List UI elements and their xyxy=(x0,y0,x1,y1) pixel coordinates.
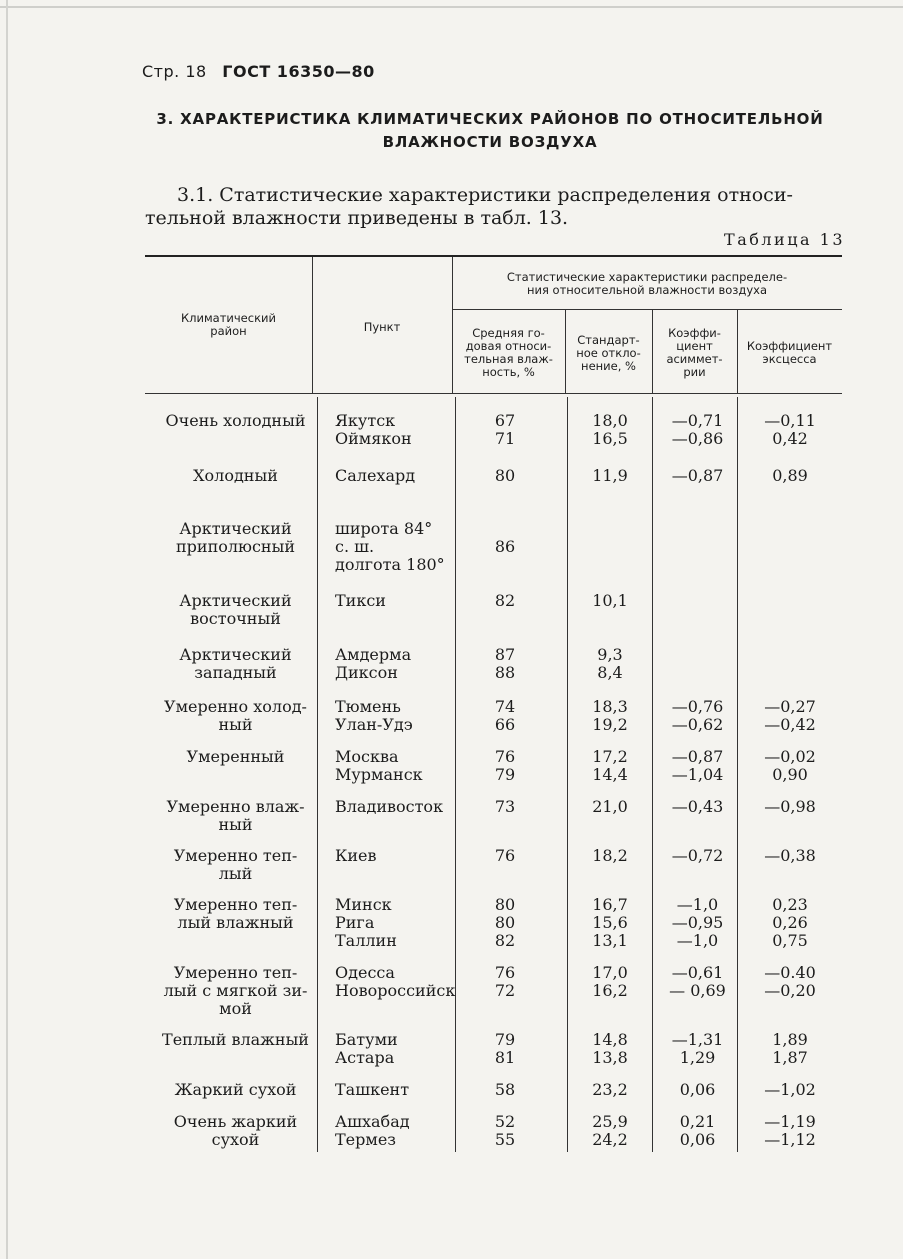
header-line: эксцесса xyxy=(762,352,817,366)
std-cell xyxy=(565,896,655,950)
header-mean xyxy=(452,327,565,379)
std-cell-line: 16,2 xyxy=(592,981,628,1000)
asym-cell-line: —0,76 xyxy=(671,697,724,716)
header-line: Пункт xyxy=(363,320,401,334)
excess-cell xyxy=(740,964,840,1000)
std-cell xyxy=(565,467,655,485)
region-cell-line: ный xyxy=(218,815,253,834)
asym-cell-line: —1,04 xyxy=(671,765,724,784)
section-title-line: ВЛАЖНОСТИ ВОЗДУХА xyxy=(382,133,598,151)
region-cell xyxy=(153,467,318,485)
mean-cell xyxy=(455,467,555,485)
point-cell-line: широта 84° xyxy=(335,519,433,538)
std-cell-line: 19,2 xyxy=(592,715,628,734)
header-line: Коэффи- xyxy=(668,326,721,340)
header-line: нение, % xyxy=(581,359,636,373)
point-cell-line: Батуми xyxy=(335,1030,398,1049)
asym-cell-line: —0,62 xyxy=(671,715,724,734)
header-std xyxy=(565,334,652,373)
asym-cell-line: 1,29 xyxy=(679,1048,716,1067)
region-cell xyxy=(153,698,318,734)
asym-cell-line: —1,0 xyxy=(676,931,719,950)
std-cell-line: 21,0 xyxy=(592,797,628,816)
asym-cell-line: —1,31 xyxy=(671,1030,724,1049)
table-top-rule xyxy=(145,255,842,257)
section-title xyxy=(140,108,840,154)
page-edge xyxy=(0,6,903,8)
excess-cell-line: —0,42 xyxy=(764,715,816,734)
asym-cell xyxy=(655,896,740,950)
point-cell-line: Салехард xyxy=(335,466,416,485)
point-cell xyxy=(335,698,470,734)
point-cell-line: Ташкент xyxy=(335,1080,410,1099)
excess-cell-line: —1,12 xyxy=(764,1130,816,1149)
asym-cell-line: —0,87 xyxy=(671,466,724,485)
std-cell-line: 18,3 xyxy=(592,697,628,716)
mean-cell-line: 74 xyxy=(494,697,516,716)
std-cell xyxy=(565,698,655,734)
std-cell-line: 13,8 xyxy=(592,1048,628,1067)
excess-cell-line: —0.40 xyxy=(764,963,816,982)
std-cell-line: 10,1 xyxy=(592,591,628,610)
point-cell-line: Улан-Удэ xyxy=(335,715,413,734)
mean-cell xyxy=(455,1081,555,1099)
point-cell-line: Оймякон xyxy=(335,429,412,448)
region-cell-line: Холодный xyxy=(193,466,278,485)
std-cell-line: 14,8 xyxy=(592,1030,628,1049)
point-cell-line: Москва xyxy=(335,747,399,766)
region-cell-line: лый xyxy=(218,864,253,883)
excess-cell-line: —0,27 xyxy=(764,697,816,716)
std-cell-line: 15,6 xyxy=(592,913,628,932)
std-cell-line: 23,2 xyxy=(592,1080,628,1099)
region-cell-line: Очень жаркий xyxy=(173,1112,298,1131)
point-cell xyxy=(335,1031,470,1067)
std-cell-line: 17,2 xyxy=(592,747,628,766)
region-cell-line: Умеренно теп- xyxy=(173,846,298,865)
point-cell-line: Тюмень xyxy=(335,697,401,716)
point-cell xyxy=(335,964,470,1000)
asym-cell xyxy=(655,847,740,865)
mean-cell-line: 76 xyxy=(494,963,516,982)
mean-cell xyxy=(455,798,555,816)
page-edge xyxy=(6,0,8,1259)
region-cell-line: Арктический xyxy=(179,645,292,664)
mean-cell xyxy=(455,847,555,865)
intro-paragraph xyxy=(145,184,845,230)
region-cell xyxy=(153,1081,318,1099)
region-cell-line: Теплый влажный xyxy=(162,1030,309,1049)
asym-cell xyxy=(655,798,740,816)
point-cell-line: Киев xyxy=(335,846,377,865)
mean-cell-line: 88 xyxy=(494,663,516,682)
mean-cell-line: 82 xyxy=(494,591,516,610)
point-cell-line: Новороссийск xyxy=(335,981,456,1000)
mean-cell-line: 80 xyxy=(494,913,516,932)
point-cell xyxy=(335,748,470,784)
header-bottom-rule xyxy=(145,393,842,394)
asym-cell-line: —0,95 xyxy=(671,913,724,932)
region-cell-line: Очень холодный xyxy=(165,411,306,430)
header-line: ность, % xyxy=(482,365,535,379)
mean-cell-line: 72 xyxy=(494,981,516,1000)
mean-cell-line: 76 xyxy=(494,846,516,865)
point-cell xyxy=(335,412,470,448)
standard-number: ГОСТ 16350—80 xyxy=(222,62,375,81)
mean-cell-line: 79 xyxy=(494,765,516,784)
mean-cell xyxy=(455,964,555,1000)
mean-cell-line: 66 xyxy=(494,715,516,734)
mean-cell-line: 82 xyxy=(494,931,516,950)
region-cell xyxy=(153,964,318,1018)
excess-cell xyxy=(740,1031,840,1067)
excess-cell-line: 0,26 xyxy=(772,913,808,932)
region-cell xyxy=(153,412,318,430)
header-asym xyxy=(652,327,737,379)
region-cell-line: Умеренно теп- xyxy=(173,963,298,982)
point-cell-line: Термез xyxy=(335,1130,397,1149)
std-cell-line: 11,9 xyxy=(592,466,628,485)
std-cell-line: 18,2 xyxy=(592,846,628,865)
std-cell-line: 16,7 xyxy=(592,895,628,914)
region-cell-line: западный xyxy=(194,663,277,682)
mean-cell xyxy=(455,896,555,950)
mean-cell-line: 73 xyxy=(494,797,516,816)
std-cell-line: 18,0 xyxy=(592,411,628,430)
region-cell-line: Умеренно холод- xyxy=(164,697,307,716)
region-cell xyxy=(153,520,318,556)
std-cell xyxy=(565,1113,655,1149)
std-cell-line: 16,5 xyxy=(592,429,628,448)
mean-cell-line: 86 xyxy=(494,537,516,556)
asym-cell xyxy=(655,1031,740,1067)
region-cell-line: лый влажный xyxy=(177,913,294,932)
mean-cell-line: 76 xyxy=(494,747,516,766)
header-point xyxy=(312,321,452,334)
point-cell-line: Одесса xyxy=(335,963,395,982)
point-cell xyxy=(335,1113,470,1149)
region-cell-line: Арктический xyxy=(179,519,292,538)
point-cell-line: Мурманск xyxy=(335,765,423,784)
mean-cell-line: 79 xyxy=(494,1030,516,1049)
point-cell-line: Астара xyxy=(335,1048,395,1067)
asym-cell xyxy=(655,698,740,734)
page-number: Стр. 18 xyxy=(142,62,207,81)
asym-cell-line: —0,87 xyxy=(671,747,724,766)
excess-cell xyxy=(740,798,840,816)
region-cell xyxy=(153,896,318,932)
asym-cell-line: —0,72 xyxy=(671,846,724,865)
region-cell xyxy=(153,847,318,883)
asym-cell-line: —0,71 xyxy=(671,411,724,430)
excess-cell-line: —0,02 xyxy=(764,747,816,766)
region-cell-line: ный xyxy=(218,715,253,734)
header-line: довая относи- xyxy=(465,339,552,353)
excess-cell-line: 0,42 xyxy=(772,429,808,448)
header-line: ное откло- xyxy=(576,346,641,360)
region-cell-line: Арктический xyxy=(179,591,292,610)
mean-cell-line: 81 xyxy=(494,1048,516,1067)
mean-cell-line xyxy=(455,520,555,538)
point-cell-line: долгота 180° xyxy=(335,555,445,574)
std-cell-line: 24,2 xyxy=(592,1130,628,1149)
std-cell-line: 8,4 xyxy=(597,663,623,682)
asym-cell-line: 0,06 xyxy=(679,1130,716,1149)
point-cell xyxy=(335,520,470,574)
asym-cell-line: — 0,69 xyxy=(669,981,726,1000)
point-cell-line: с. ш. xyxy=(335,537,375,556)
point-cell xyxy=(335,646,470,682)
point-cell-line: Владивосток xyxy=(335,797,444,816)
mean-cell xyxy=(455,1113,555,1149)
excess-cell-line: —0,11 xyxy=(764,411,816,430)
std-cell xyxy=(565,748,655,784)
point-cell xyxy=(335,592,470,610)
point-cell-line: Тикси xyxy=(335,591,386,610)
mean-cell xyxy=(455,520,555,556)
asym-cell xyxy=(655,1113,740,1149)
excess-cell-line: 1,87 xyxy=(772,1048,808,1067)
header-line: район xyxy=(210,324,247,338)
excess-cell xyxy=(740,847,840,865)
point-cell-line: Рига xyxy=(335,913,375,932)
region-cell xyxy=(153,1031,318,1049)
mean-cell xyxy=(455,698,555,734)
std-cell xyxy=(565,847,655,865)
mean-cell-line: 71 xyxy=(494,429,516,448)
std-cell-line: 25,9 xyxy=(592,1112,628,1131)
header-line: асиммет- xyxy=(666,352,723,366)
excess-cell-line: —0,38 xyxy=(764,846,816,865)
point-cell-line: Минск xyxy=(335,895,392,914)
std-cell-line: 9,3 xyxy=(597,645,623,664)
region-cell xyxy=(153,1113,318,1149)
point-cell xyxy=(335,847,470,865)
std-cell xyxy=(565,1031,655,1067)
excess-cell-line: —0,98 xyxy=(764,797,816,816)
region-cell-line: приполюсный xyxy=(176,537,295,556)
point-cell xyxy=(335,896,470,950)
excess-cell xyxy=(740,1081,840,1099)
point-cell xyxy=(335,467,470,485)
point-cell-line: Таллин xyxy=(335,931,397,950)
header-group xyxy=(452,271,842,297)
excess-cell xyxy=(740,748,840,784)
excess-cell xyxy=(740,896,840,950)
excess-cell-line: 0,90 xyxy=(772,765,808,784)
section-title-line: 3. ХАРАКТЕРИСТИКА КЛИМАТИЧЕСКИХ РАЙОНОВ ПО ОТНОСИТЕЛЬНОЙ xyxy=(156,110,824,128)
paragraph-line: тельной влажности приведены в табл. 13. xyxy=(145,207,569,229)
excess-cell-line: 0,89 xyxy=(772,466,808,485)
excess-cell xyxy=(740,412,840,448)
asym-cell xyxy=(655,748,740,784)
mean-cell xyxy=(455,748,555,784)
region-cell xyxy=(153,798,318,834)
mean-cell-line: 52 xyxy=(494,1112,516,1131)
excess-cell-line: 0,75 xyxy=(772,931,808,950)
header-line: Коэффициент xyxy=(746,339,833,353)
region-cell-line: мой xyxy=(219,999,252,1018)
region-cell xyxy=(153,592,318,628)
std-cell xyxy=(565,412,655,448)
asym-cell-line: 0,21 xyxy=(679,1112,716,1131)
header-line: Статистические характеристики распределе- xyxy=(506,270,788,284)
std-cell-line: 17,0 xyxy=(592,963,628,982)
region-cell-line: Жаркий сухой xyxy=(174,1080,297,1099)
asym-cell xyxy=(655,1081,740,1099)
header-region xyxy=(145,312,312,338)
asym-cell-line: 0,06 xyxy=(679,1080,716,1099)
excess-cell-line: —1,02 xyxy=(764,1080,816,1099)
mean-cell xyxy=(455,412,555,448)
header-line: рии xyxy=(683,365,706,379)
std-cell xyxy=(565,592,655,610)
excess-cell-line: 0,23 xyxy=(772,895,808,914)
header-line: ния относительной влажности воздуха xyxy=(526,283,768,297)
table-caption: Таблица 13 xyxy=(724,230,845,249)
mean-cell-line: 58 xyxy=(494,1080,516,1099)
paragraph-line: 3.1. Статистические характеристики распределения относи- xyxy=(177,184,793,206)
region-cell-line: лый с мягкой зи- xyxy=(163,981,308,1000)
asym-cell-line: —0,61 xyxy=(671,963,724,982)
region-cell-line: Умеренно теп- xyxy=(173,895,298,914)
point-cell-line: Амдерма xyxy=(335,645,412,664)
std-cell xyxy=(565,964,655,1000)
mean-cell xyxy=(455,592,555,610)
asym-cell xyxy=(655,964,740,1000)
asym-cell-line: —1,0 xyxy=(676,895,719,914)
region-cell xyxy=(153,748,318,766)
asym-cell xyxy=(655,412,740,448)
excess-cell xyxy=(740,1113,840,1149)
region-cell-line: сухой xyxy=(211,1130,260,1149)
mean-cell-line: 87 xyxy=(494,645,516,664)
mean-cell-line: 80 xyxy=(494,895,516,914)
mean-cell-line: 55 xyxy=(494,1130,516,1149)
point-cell-line: Ашхабад xyxy=(335,1112,410,1131)
header-line: тельная влаж- xyxy=(464,352,553,366)
point-cell xyxy=(335,1081,470,1099)
asym-cell-line: —0,43 xyxy=(671,797,724,816)
point-cell xyxy=(335,798,470,816)
excess-cell xyxy=(740,467,840,485)
mean-cell-line: 80 xyxy=(494,466,516,485)
std-cell xyxy=(565,798,655,816)
asym-cell-line: —0,86 xyxy=(671,429,724,448)
excess-cell-line: —1,19 xyxy=(764,1112,816,1131)
region-cell xyxy=(153,646,318,682)
std-cell-line: 14,4 xyxy=(592,765,628,784)
page-header xyxy=(142,62,375,81)
point-cell-line: Якутск xyxy=(335,411,396,430)
excess-cell xyxy=(740,698,840,734)
std-cell-line: 13,1 xyxy=(592,931,628,950)
header-line: циент xyxy=(676,339,713,353)
mean-cell xyxy=(455,1031,555,1067)
point-cell-line: Диксон xyxy=(335,663,398,682)
header-line: Средняя го- xyxy=(472,326,545,340)
header-line: Климатический xyxy=(181,311,276,325)
std-cell xyxy=(565,1081,655,1099)
region-cell-line: восточный xyxy=(190,609,281,628)
region-cell-line: Умеренно влаж- xyxy=(166,797,305,816)
mean-cell-line: 67 xyxy=(494,411,516,430)
asym-cell xyxy=(655,467,740,485)
header-group-rule xyxy=(452,309,842,310)
region-cell-line: Умеренный xyxy=(186,747,285,766)
std-cell xyxy=(565,646,655,682)
excess-cell-line: 1,89 xyxy=(772,1030,808,1049)
mean-cell xyxy=(455,646,555,682)
header-line: Стандарт- xyxy=(577,333,640,347)
excess-cell-line: —0,20 xyxy=(764,981,816,1000)
header-exc xyxy=(737,340,842,366)
